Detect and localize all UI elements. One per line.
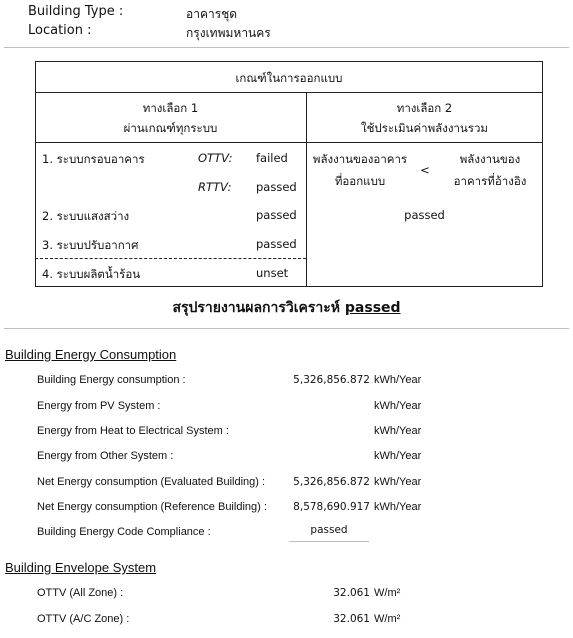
envelope-row-value: 32.061	[333, 587, 370, 599]
criteria-title-divider	[35, 92, 543, 93]
option1-subtitle: ผ่านเกณฑ์ทุกระบบ	[123, 121, 218, 135]
criteria-item-label: 1. ระบบกรอบอาคาร	[42, 152, 145, 166]
criteria-item-metric: RTTV:	[198, 180, 232, 194]
criteria-item-label: 2. ระบบแสงสว่าง	[42, 209, 130, 223]
option2-reference-line2: อาคารที่อ้างอิง	[453, 174, 527, 188]
criteria-item-label: 4. ระบบผลิตน้ำร้อน	[42, 267, 141, 281]
envelope-row-unit: W/m²	[374, 613, 401, 625]
criteria-item-result: passed	[256, 237, 297, 251]
criteria-item-result: failed	[256, 151, 288, 165]
analysis-summary	[0, 297, 573, 319]
criteria-item-label: 3. ระบบปรับอากาศ	[42, 238, 139, 252]
criteria-item-result: passed	[256, 180, 297, 194]
envelope-section-title: Building Envelope System	[5, 560, 157, 575]
criteria-dashed-divider	[35, 258, 306, 259]
energy-row-label: Net Energy consumption (Reference Building) :	[37, 501, 267, 513]
energy-row-unit: kWh/Year	[374, 476, 422, 488]
energy-row-unit: kWh/Year	[374, 400, 422, 412]
header-divider	[4, 47, 569, 48]
energy-row-unit: kWh/Year	[374, 501, 422, 513]
energy-row-label: Net Energy consumption (Evaluated Building) :	[37, 476, 266, 488]
envelope-row-value: 32.061	[333, 613, 370, 625]
envelope-row-label: OTTV (A/C Zone) :	[37, 613, 130, 625]
option2-result: passed	[404, 208, 445, 222]
option1-title: ทางเลือก 1	[142, 101, 199, 115]
criteria-item-result: unset	[256, 266, 289, 280]
envelope-row-label: OTTV (All Zone) :	[37, 587, 124, 599]
summary-label: สรุปรายงานผลการวิเคราะห์	[172, 300, 341, 316]
energy-row-unit: kWh/Year	[374, 425, 422, 437]
summary-result: passed	[344, 300, 401, 316]
envelope-row-unit: W/m²	[374, 587, 401, 599]
energy-row-label: Energy from PV System :	[37, 400, 161, 412]
criteria-title: เกณฑ์ในการออกแบบ	[235, 71, 343, 85]
building-type-label: Building Type :	[28, 4, 124, 19]
energy-section-title: Building Energy Consumption	[5, 347, 177, 362]
energy-row-unit: kWh/Year	[374, 450, 422, 462]
energy-row-value: 8,578,690.917	[293, 501, 370, 513]
compliance-label: Building Energy Code Compliance :	[37, 526, 211, 538]
location-value: กรุงเทพมหานคร	[186, 26, 271, 40]
criteria-item-metric: OTTV:	[198, 151, 233, 165]
energy-row-label: Energy from Other System :	[37, 450, 174, 462]
option2-subtitle: ใช้ประเมินค่าพลังงานรวม	[361, 121, 488, 135]
criteria-head-divider	[35, 142, 543, 143]
option2-evaluated-line2: ที่ออกแบบ	[334, 174, 386, 188]
option2-title: ทางเลือก 2	[396, 101, 453, 115]
energy-row-value: 5,326,856.872	[293, 476, 370, 488]
criteria-item-result: passed	[256, 208, 297, 222]
energy-row-unit: kWh/Year	[374, 374, 422, 386]
energy-row-label: Building Energy consumption :	[37, 374, 186, 386]
location-label: Location :	[28, 23, 92, 38]
compliance-value: passed	[289, 524, 369, 542]
energy-row-label: Energy from Heat to Electrical System :	[37, 425, 229, 437]
option2-evaluated-line1: พลังงานของอาคาร	[312, 152, 408, 166]
summary-divider	[4, 328, 569, 329]
option2-reference-line1: พลังงานของ	[459, 152, 521, 166]
energy-row-value: 5,326,856.872	[293, 374, 370, 386]
option2-compare-symbol: <	[420, 163, 430, 177]
building-type-value: อาคารชุด	[186, 7, 238, 21]
